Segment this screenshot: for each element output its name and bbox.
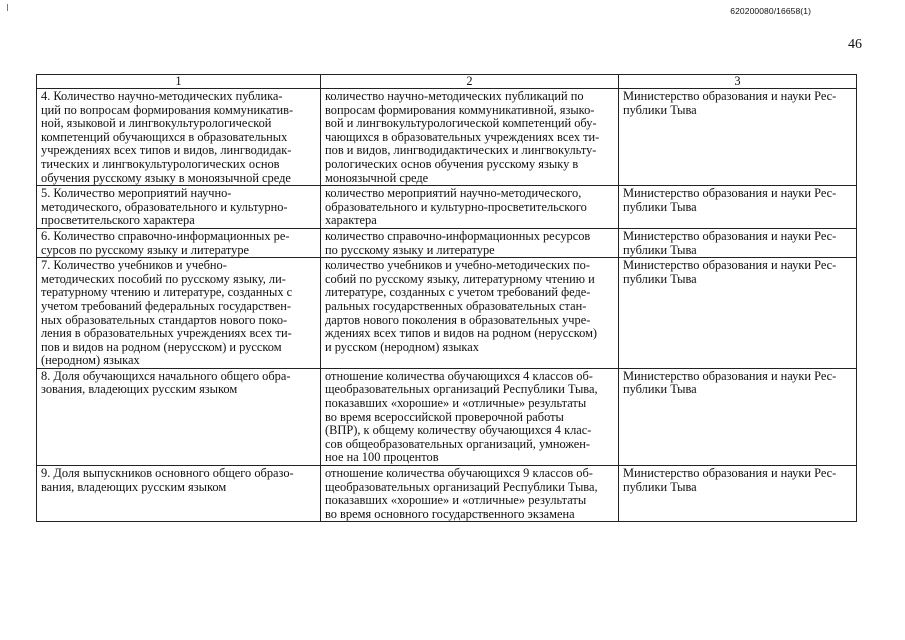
table-row	[37, 186, 857, 229]
column-header-1: 1	[37, 75, 321, 89]
table-row	[37, 466, 857, 522]
table-row	[37, 368, 857, 465]
definition-cell: отношение количества обучающихся 4 классов об- щеобразовательных организаций Республики Тыва, показавших «хорошие» и «отличные» результаты во время всероссийской проверочной работы (ВПР), к общему количеству обучающихся 4 клас- сов общеобразовательных организаций, умножен- ное на 100 процентов	[321, 368, 619, 465]
indicator-cell: 9. Доля выпускников основного общего образо- вания, владеющих русским языком	[37, 466, 321, 522]
definition-cell: отношение количества обучающихся 9 классов об- щеобразовательных организаций Республики Тыва, показавших «хорошие» и «отличные» результаты во время основного государственного экзамена	[321, 466, 619, 522]
column-header-2: 2	[321, 75, 619, 89]
document-id: 620200080/16658(1)	[730, 6, 811, 16]
header-row	[37, 75, 857, 89]
definition-cell: количество справочно-информационных ресурсов по русскому языку и литературе	[321, 228, 619, 257]
column-header-3: 3	[619, 75, 857, 89]
indicator-cell: 8. Доля обучающихся начального общего обра- зования, владеющих русским языком	[37, 368, 321, 465]
indicator-cell: 6. Количество справочно-информационных ре- сурсов по русскому языку и литературе	[37, 228, 321, 257]
responsible-cell: Министерство образования и науки Рес- публики Тыва	[619, 89, 857, 186]
indicators-table	[36, 74, 857, 522]
indicator-cell: 4. Количество научно-методических публика- ций по вопросам формирования коммуникатив- ной, языковой и лингвокультурологической компетенций обучающихся в образовательных учреждениях всех типов и видов, лингводидак- тических и лингвокультурологических основ обучения русскому языку в моноязычной среде	[37, 89, 321, 186]
definition-cell: количество учебников и учебно-методических по- собий по русскому языку, литературному чтению и литературе, созданных с учетом требований феде- ральных государственных образовательных стан- дартов нового поколения в образовательных учре- ждениях всех типов и видов на родном (нерусском) и русском (неродном) языках	[321, 258, 619, 369]
responsible-cell: Министерство образования и науки Рес- публики Тыва	[619, 228, 857, 257]
responsible-cell: Министерство образования и науки Рес- публики Тыва	[619, 258, 857, 369]
definition-cell: количество научно-методических публикаций по вопросам формирования коммуникативной, языко- вой и лингвокультурологической компетенций обу- чающихся в образовательных учреждениях всех ти- пов и видов, лингводидактических и лингвокульту- рологических основ обучения русскому языку в моноязычной среде	[321, 89, 619, 186]
responsible-cell: Министерство образования и науки Рес- публики Тыва	[619, 466, 857, 522]
page-number: 46	[848, 37, 862, 52]
responsible-cell: Министерство образования и науки Рес- публики Тыва	[619, 186, 857, 229]
indicator-cell: 5. Количество мероприятий научно- методического, образовательного и культурно- просветительского характера	[37, 186, 321, 229]
table-row	[37, 228, 857, 257]
responsible-cell: Министерство образования и науки Рес- публики Тыва	[619, 368, 857, 465]
table-row	[37, 258, 857, 369]
table-row	[37, 89, 857, 186]
definition-cell: количество мероприятий научно-методического, образовательного и культурно-просветительского характера	[321, 186, 619, 229]
indicator-cell: 7. Количество учебников и учебно- методических пособий по русскому языку, ли- тературному чтению и литературе, созданных с учетом требований федеральных государствен- ных образовательных стандартов нового поко- ления в образовательных учреждениях всех ти- пов и видов на родном (нерусском) и русском (неродном) языках	[37, 258, 321, 369]
scan-mark	[7, 4, 8, 11]
